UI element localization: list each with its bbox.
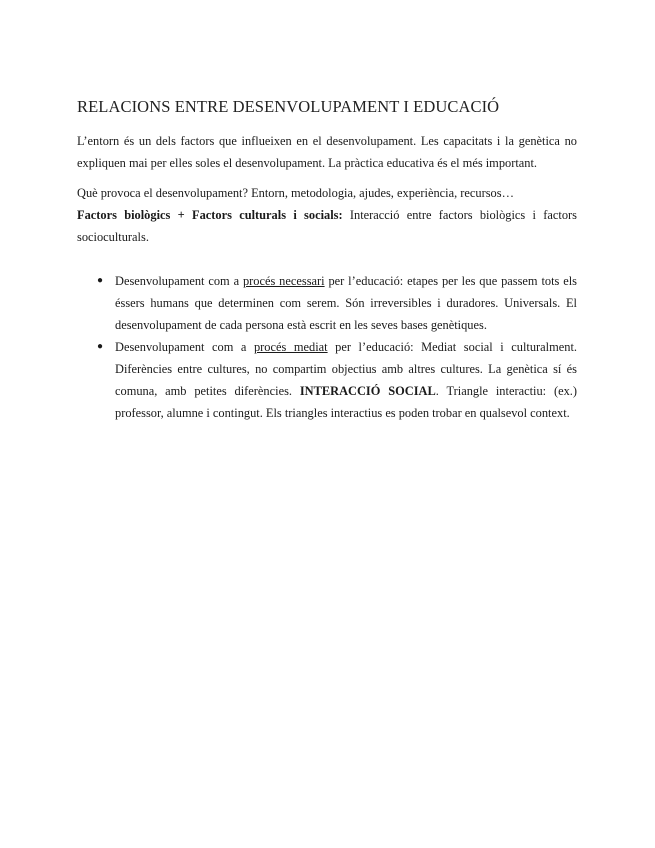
underlined-term: procés necessari	[242, 274, 325, 288]
paragraph-question: Què provoca el desenvolupament? Entorn, metodologia, ajudes, experiència, recursos…	[77, 186, 514, 200]
bullet-icon: ●	[97, 341, 104, 352]
document-title: RELACIONS ENTRE DESENVOLUPAMENT I EDUCACIÓ	[77, 97, 500, 116]
paragraph-factors	[77, 204, 577, 248]
bullet-text-end: . Triangle interactiu: (ex.) professor, alumne i contingut. Els triangles interactius es poden trobar en qualsevol context.	[115, 384, 577, 420]
list-item	[77, 336, 577, 424]
document-page	[77, 96, 577, 424]
paragraph-entorn: L’entorn és un dels factors que influeixen en el desenvolupament. Les capacitats i la genètica no expliquen mai per elles soles el desenvolupament. La pràctica educativa és el més important.	[77, 134, 577, 170]
bullet-text-after: per l’educació: etapes per les que passem tots els éssers humans que determinen com serem. Són irreversibles i duradores. Universals. El desenvolupament de cada persona està escrit en les seves bases genètiques.	[115, 274, 577, 332]
list-item	[77, 270, 577, 336]
factors-bold-label: Factors biològics + Factors culturals i socials:	[77, 208, 343, 222]
bullet-list	[77, 270, 577, 424]
factors-text: Interacció entre factors biològics i factors socioculturals.	[77, 208, 577, 244]
bullet-icon: ●	[97, 275, 104, 286]
underlined-term: procés mediat	[253, 340, 328, 354]
bold-term: INTERACCIÓ SOCIAL	[299, 384, 436, 398]
bullet-text-before: Desenvolupament com a	[115, 340, 254, 354]
bullet-text-before: Desenvolupament com a	[115, 274, 243, 288]
bullet-text-after: per l’educació: Mediat social i culturalment. Diferències entre cultures, no compartim objectius amb altres cultures. La genètica sí és comuna, amb petites diferències.	[115, 340, 577, 398]
